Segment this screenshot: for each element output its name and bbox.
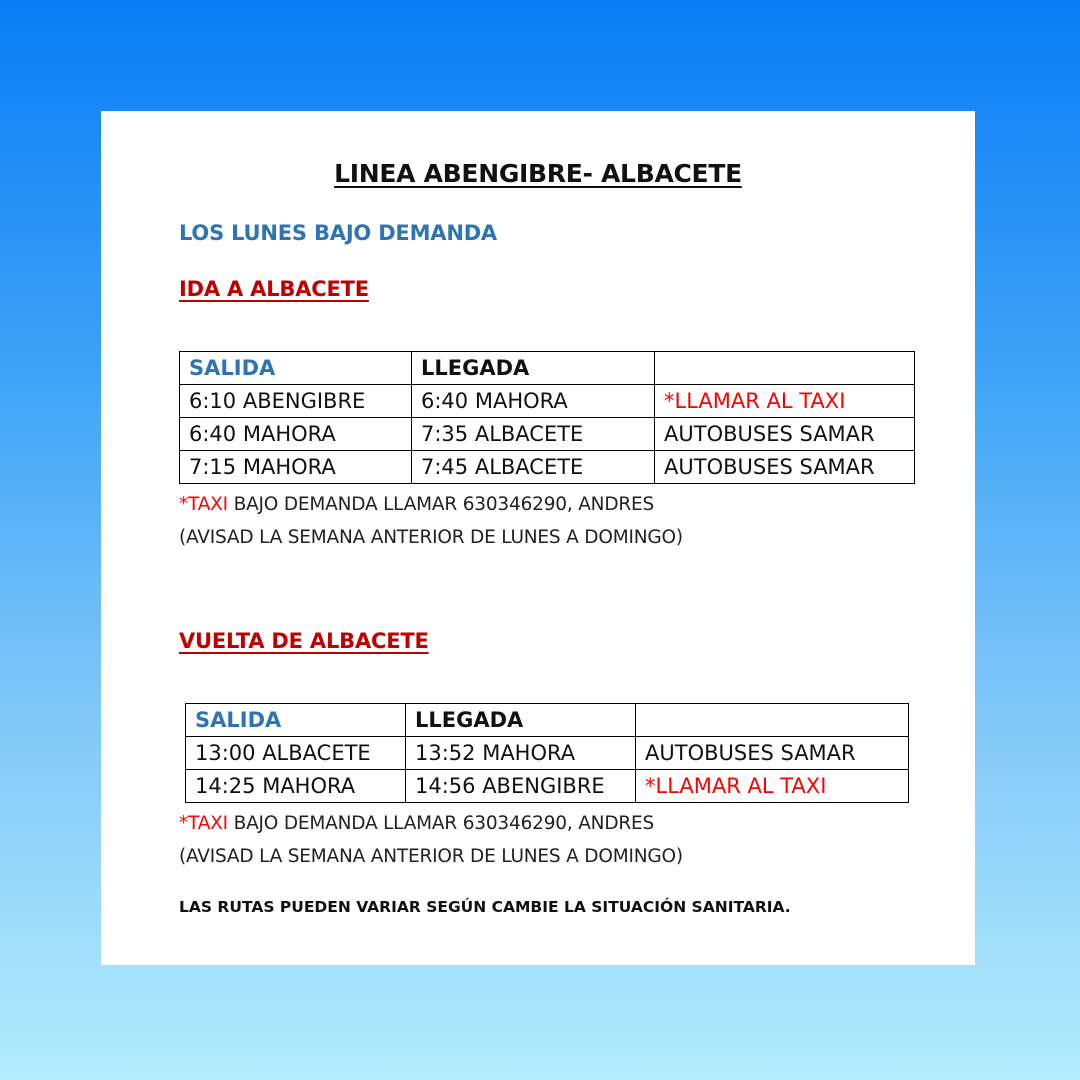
table-row [186,770,909,803]
table-row [180,418,915,451]
notice-note: (AVISAD LA SEMANA ANTERIOR DE LUNES A DOMINGO) [179,527,683,548]
taxi-note-marker: *TAXI [179,813,228,834]
page-title: LINEA ABENGIBRE- ALBACETE [334,159,742,188]
header-salida: SALIDA [186,704,406,737]
cell-salida: 14:25 MAHORA [186,770,406,803]
table-header-row [186,704,909,737]
sanitary-warning: LAS RUTAS PUEDEN VARIAR SEGÚN CAMBIE LA SITUACIÓN SANITARIA. [179,898,791,916]
cell-llegada: 7:35 ALBACETE [412,418,655,451]
section-heading-vuelta: VUELTA DE ALBACETE [179,629,429,653]
taxi-note [179,494,654,515]
header-llegada: LLEGADA [406,704,636,737]
subtitle: LOS LUNES BAJO DEMANDA [179,221,497,245]
taxi-note [179,813,654,834]
schedule-card [101,111,975,965]
cell-salida: 6:40 MAHORA [180,418,412,451]
header-salida: SALIDA [180,352,412,385]
cell-service: *LLAMAR AL TAXI [655,385,915,418]
table-header-row [180,352,915,385]
cell-service: AUTOBUSES SAMAR [655,451,915,484]
taxi-note-marker: *TAXI [179,494,228,515]
cell-llegada: 7:45 ALBACETE [412,451,655,484]
vuelta-table [185,703,909,803]
cell-service: AUTOBUSES SAMAR [636,737,909,770]
header-llegada: LLEGADA [412,352,655,385]
cell-llegada: 13:52 MAHORA [406,737,636,770]
section-heading-ida: IDA A ALBACETE [179,277,369,301]
taxi-note-text: BAJO DEMANDA LLAMAR 630346290, ANDRES [227,494,655,515]
header-empty [636,704,909,737]
table-row [180,385,915,418]
cell-service: *LLAMAR AL TAXI [636,770,909,803]
table-row [180,451,915,484]
notice-note: (AVISAD LA SEMANA ANTERIOR DE LUNES A DOMINGO) [179,846,683,867]
ida-table [179,351,915,484]
header-empty [655,352,915,385]
taxi-note-text: BAJO DEMANDA LLAMAR 630346290, ANDRES [227,813,655,834]
table-row [186,737,909,770]
cell-llegada: 6:40 MAHORA [412,385,655,418]
cell-salida: 6:10 ABENGIBRE [180,385,412,418]
cell-salida: 7:15 MAHORA [180,451,412,484]
cell-salida: 13:00 ALBACETE [186,737,406,770]
cell-llegada: 14:56 ABENGIBRE [406,770,636,803]
cell-service: AUTOBUSES SAMAR [655,418,915,451]
